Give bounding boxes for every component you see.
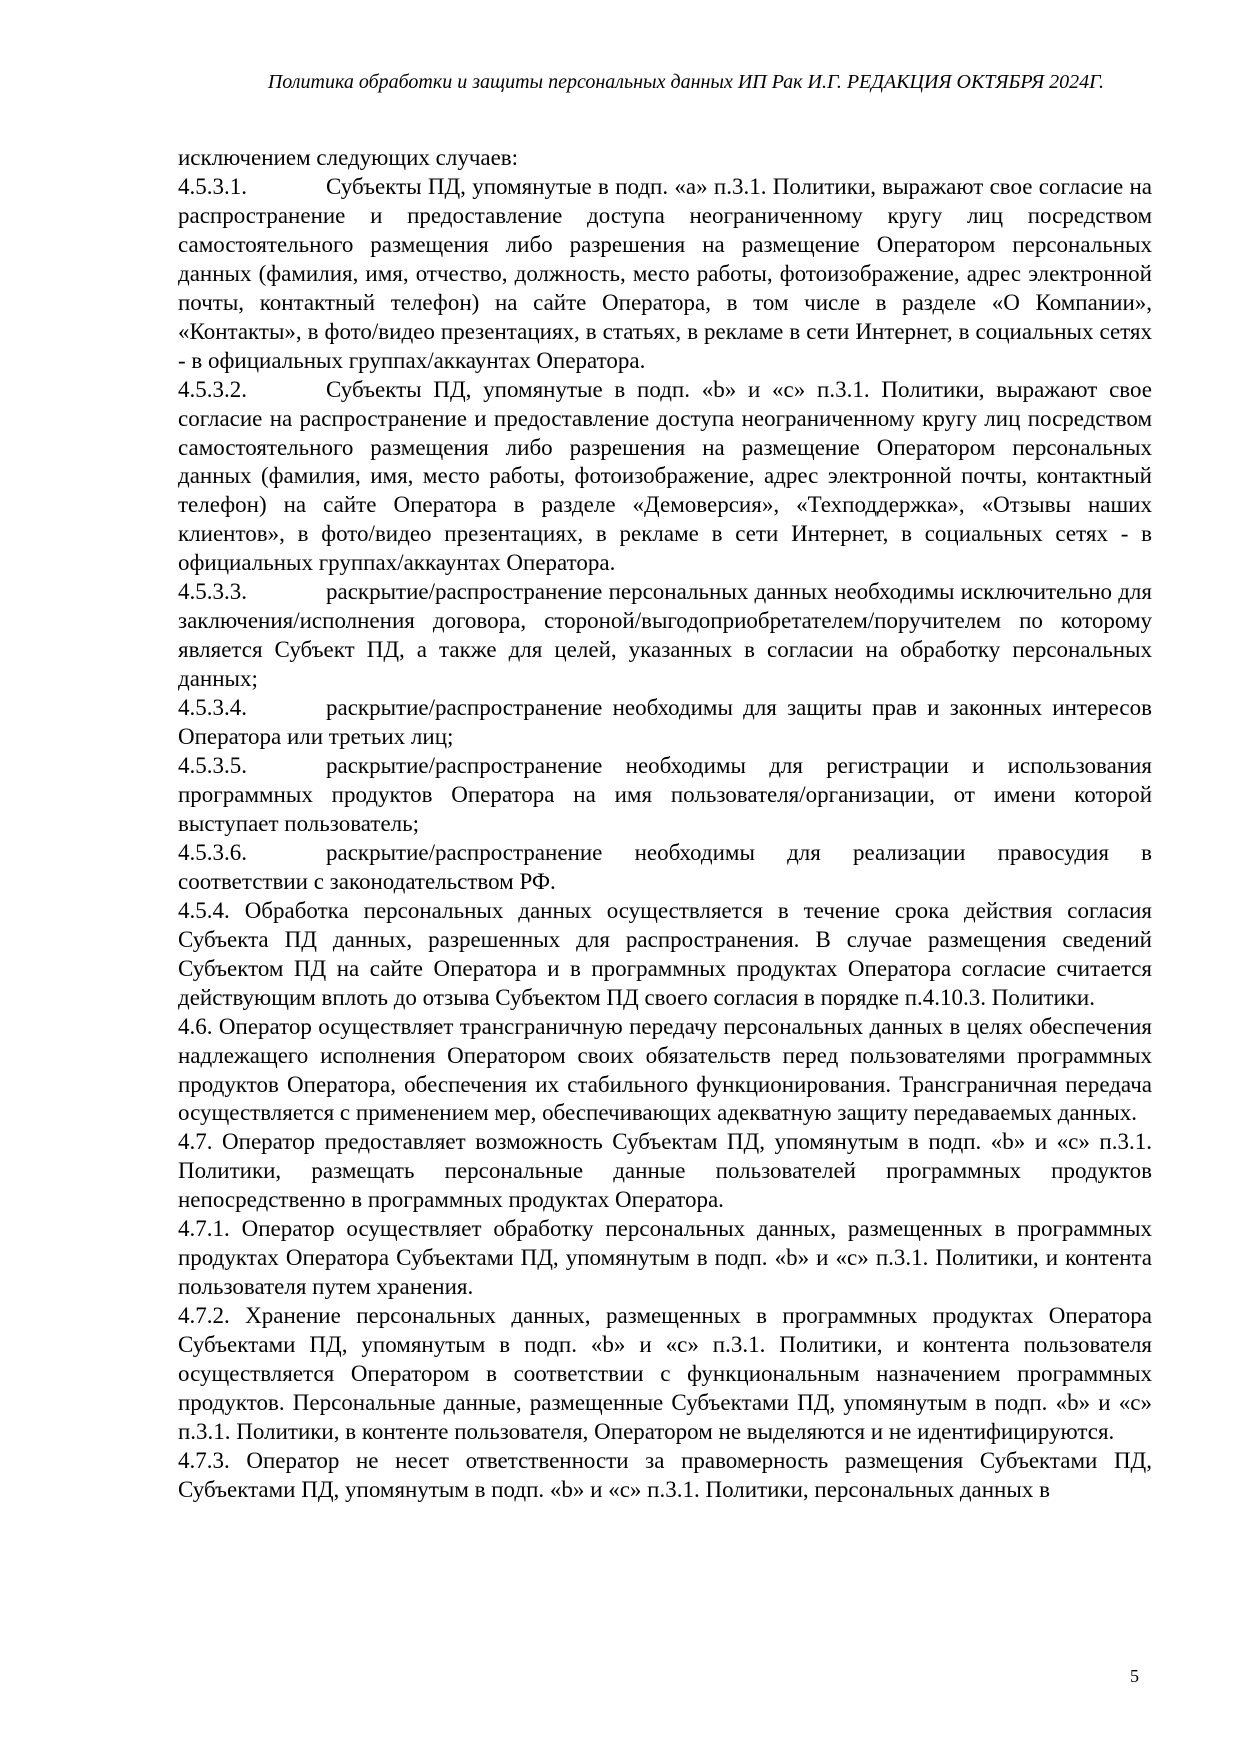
item-text: Субъекты ПД, упомянутые в подп. «b» и «с» п.3.1. Политики, выражают свое согласие на распространение и предоставление доступа неограниченному кругу лиц посредством самостоятельного размещения либо разрешения на размещение Оператором персональных данных (фамилия, имя, место работы, фотоизображение, адрес электронной почты, контактный телефон) на сайте Оператора в разделе «Демоверсия», «Техподдержка», «Отзывы наших клиентов», в фото/видео презентациях, в рекламе в сети Интернет, в социальных сетях - в официальных группах/аккаунтах Оператора. [178, 376, 1152, 576]
page-number: 5 [1130, 1666, 1139, 1686]
paragraph-4-6: 4.6. Оператор осуществляет трансграничную передачу персональных данных в целях обеспечения надлежащего исполнения Оператором своих обязательств перед пользователями программных продуктов Оператора, обеспечения их стабильного функционирования. Трансграничная передача осуществляется с применением мер, обеспечивающих адекватную защиту передаваемых данных. [178, 1013, 1152, 1126]
paragraph-4-7: 4.7. Оператор предоставляет возможность Субъектам ПД, упомянутым в подп. «b» и «с» п.3.1. Политики, размещать персональные данные пользователей программных продуктов непосредственно в программных продуктах Оператора. [178, 1129, 1152, 1213]
paragraph-4-7-3: 4.7.3. Оператор не несет ответственности за правомерность размещения Субъектами ПД, Субъектами ПД, упомянутым в подп. «b» и «с» п.3.1. Политики, персональных данных в [178, 1447, 1152, 1502]
list-item [178, 578, 1152, 694]
item-number: 4.5.3.1. [178, 173, 247, 199]
item-text: Субъекты ПД, упомянутые в подп. «а» п.3.1. Политики, выражают свое согласие на распространение и предоставление доступа неограниченному кругу лиц посредством самостоятельного размещения либо разрешения на размещение Оператором персональных данных (фамилия, имя, отчество, должность, место работы, фотоизображение, адрес электронной почты, контактный телефон) на сайте Оператора, в том числе в разделе «О Компании», «Контакты», в фото/видео презентациях, в статьях, в рекламе в сети Интернет, в социальных сетях - в официальных группах/аккаунтах Оператора. [178, 173, 1152, 373]
list-item [178, 173, 1152, 376]
document-body [178, 144, 1152, 1505]
item-text: раскрытие/распространение персональных данных необходимы исключительно для заключения/исполнения договора, стороной/выгодоприобретателем/поручителем по которому является Субъект ПД, а также для целей, указанных в согласии на обработку персональных данных; [178, 579, 1152, 692]
list-item [178, 694, 1152, 752]
page-header: Политика обработки и защиты персональных данных ИП Рак И.Г. РЕДАКЦИЯ ОКТЯБРЯ 2024Г. [267, 71, 1104, 93]
intro-text: исключением следующих случаев: [178, 145, 519, 170]
item-text: раскрытие/распространение необходимы для регистрации и использования программных продуктов Оператора на имя пользователя/организации, от имени которой выступает пользователь; [178, 753, 1152, 836]
item-number: 4.5.3.4. [178, 695, 247, 721]
paragraph-4-7-1: 4.7.1. Оператор осуществляет обработку персональных данных, размещенных в программных продуктах Оператора Субъектами ПД, упомянутым в подп. «b» и «с» п.3.1. Политики, и контента пользователя путем хранения. [178, 1216, 1152, 1300]
item-text: раскрытие/распространение необходимы для реализации правосудия в соответствии с законодательством РФ. [178, 839, 1152, 894]
list-item [178, 752, 1152, 839]
item-text: раскрытие/распространение необходимы для защиты прав и законных интересов Оператора или третьих лиц; [178, 695, 1152, 750]
list-item [178, 839, 1152, 897]
item-number: 4.5.3.3. [178, 579, 247, 605]
item-number: 4.5.3.6. [178, 839, 247, 865]
item-number: 4.5.3.2. [178, 376, 247, 402]
paragraph-4-5-4: 4.5.4. Обработка персональных данных осуществляется в течение срока действия согласия Субъекта ПД данных, разрешенных для распространения. В случае размещения сведений Субъектом ПД на сайте Оператора и в программных продуктах Оператора согласие считается действующим вплоть до отзыва Субъектом ПД своего согласия в порядке п.4.10.3. Политики. [178, 897, 1152, 1010]
item-number: 4.5.3.5. [178, 753, 247, 779]
paragraph-4-7-2: 4.7.2. Хранение персональных данных, размещенных в программных продуктах Оператора Субъектами ПД, упомянутым в подп. «b» и «с» п.3.1. Политики, и контента пользователя осуществляется Оператором в соответствии с функциональным назначением программных продуктов. Персональные данные, размещенные Субъектами ПД, упомянутым в подп. «b» и «с» п.3.1. Политики, в контенте пользователя, Оператором не выделяются и не идентифицируются. [178, 1303, 1152, 1444]
list-item [178, 376, 1152, 579]
